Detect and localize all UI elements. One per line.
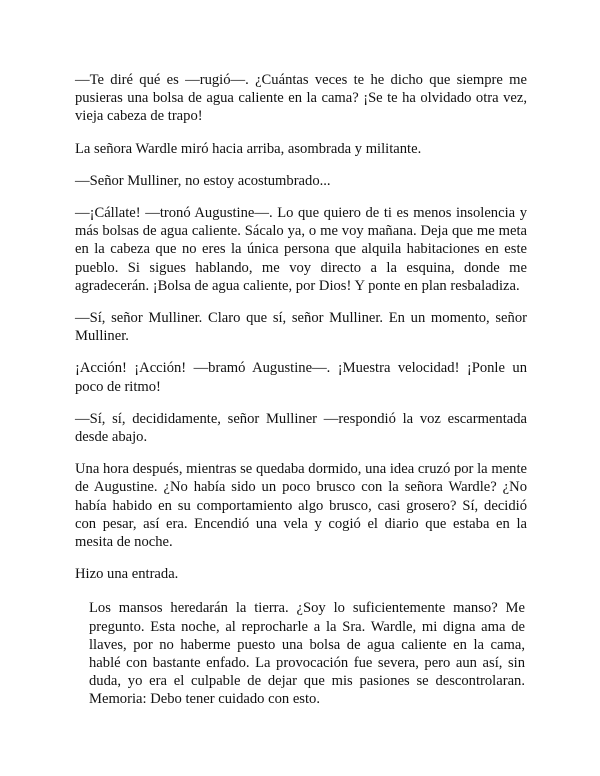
diary-entry-block: Los mansos heredarán la tierra. ¿Soy lo suficientemente manso? Me pregunto. Esta noche, al reprocharle a la Sra. Wardle, mi digna ama de llaves, por no haberme puesto una bolsa de agua caliente en la cama, hablé con bastante enfado. La provocación fue severa, pero aun así, sin duda, yo era el culpable de dejar que mis pasiones se descontrolaran. Memoria: Debo tener cuidado con esto. <box>89 600 525 708</box>
paragraph-una-hora-despues: Una hora después, mientras se quedaba dormido, una idea cruzó por la mente de Augustine. ¿No había sido un poco brusco con la señora Wardle? ¿No había habido en su comportamiento algo brusco, casi grosero? Sí, decidió con pesar, así era. Encendió una vela y cogió el diario que estaba en la mesita de noche. <box>75 461 527 551</box>
paragraph-decididamente: —Sí, sí, decididamente, señor Mulliner —respondió la voz escarmentada desde abajo. <box>75 410 527 446</box>
paragraph-si-senor: —Sí, señor Mulliner. Claro que sí, señor Mulliner. En un momento, señor Mulliner. <box>75 310 527 345</box>
document-page <box>75 71 527 723</box>
paragraph-rugio: —Te diré qué es —rugió—. ¿Cuántas veces te he dicho que siempre me pusieras una bolsa de agua caliente en la cama? ¡Se te ha olvidado otra vez, vieja cabeza de trapo! <box>75 72 527 125</box>
paragraph-callate: —¡Cállate! —tronó Augustine—. Lo que quiero de ti es menos insolencia y más bolsas de agua caliente. Sácalo ya, o me voy mañana. Deja que me meta en la cabeza que no eres la única persona que alquila habitaciones en este pueblo. Si sigues hablando, me voy directo a la esquina, donde me agradecerán. ¡Bolsa de agua caliente, por Dios! Y ponte en plan resbaladiza. <box>75 205 527 294</box>
paragraph-wardle-miro: La señora Wardle miró hacia arriba, asombrada y militante. <box>75 140 422 157</box>
paragraph-hizo-una-entrada: Hizo una entrada. <box>75 566 179 583</box>
paragraph-no-estoy-acostumbrado: —Señor Mulliner, no estoy acostumbrado... <box>75 172 331 189</box>
paragraph-accion: ¡Acción! ¡Acción! —bramó Augustine—. ¡Muestra velocidad! ¡Ponle un poco de ritmo! <box>75 360 527 395</box>
